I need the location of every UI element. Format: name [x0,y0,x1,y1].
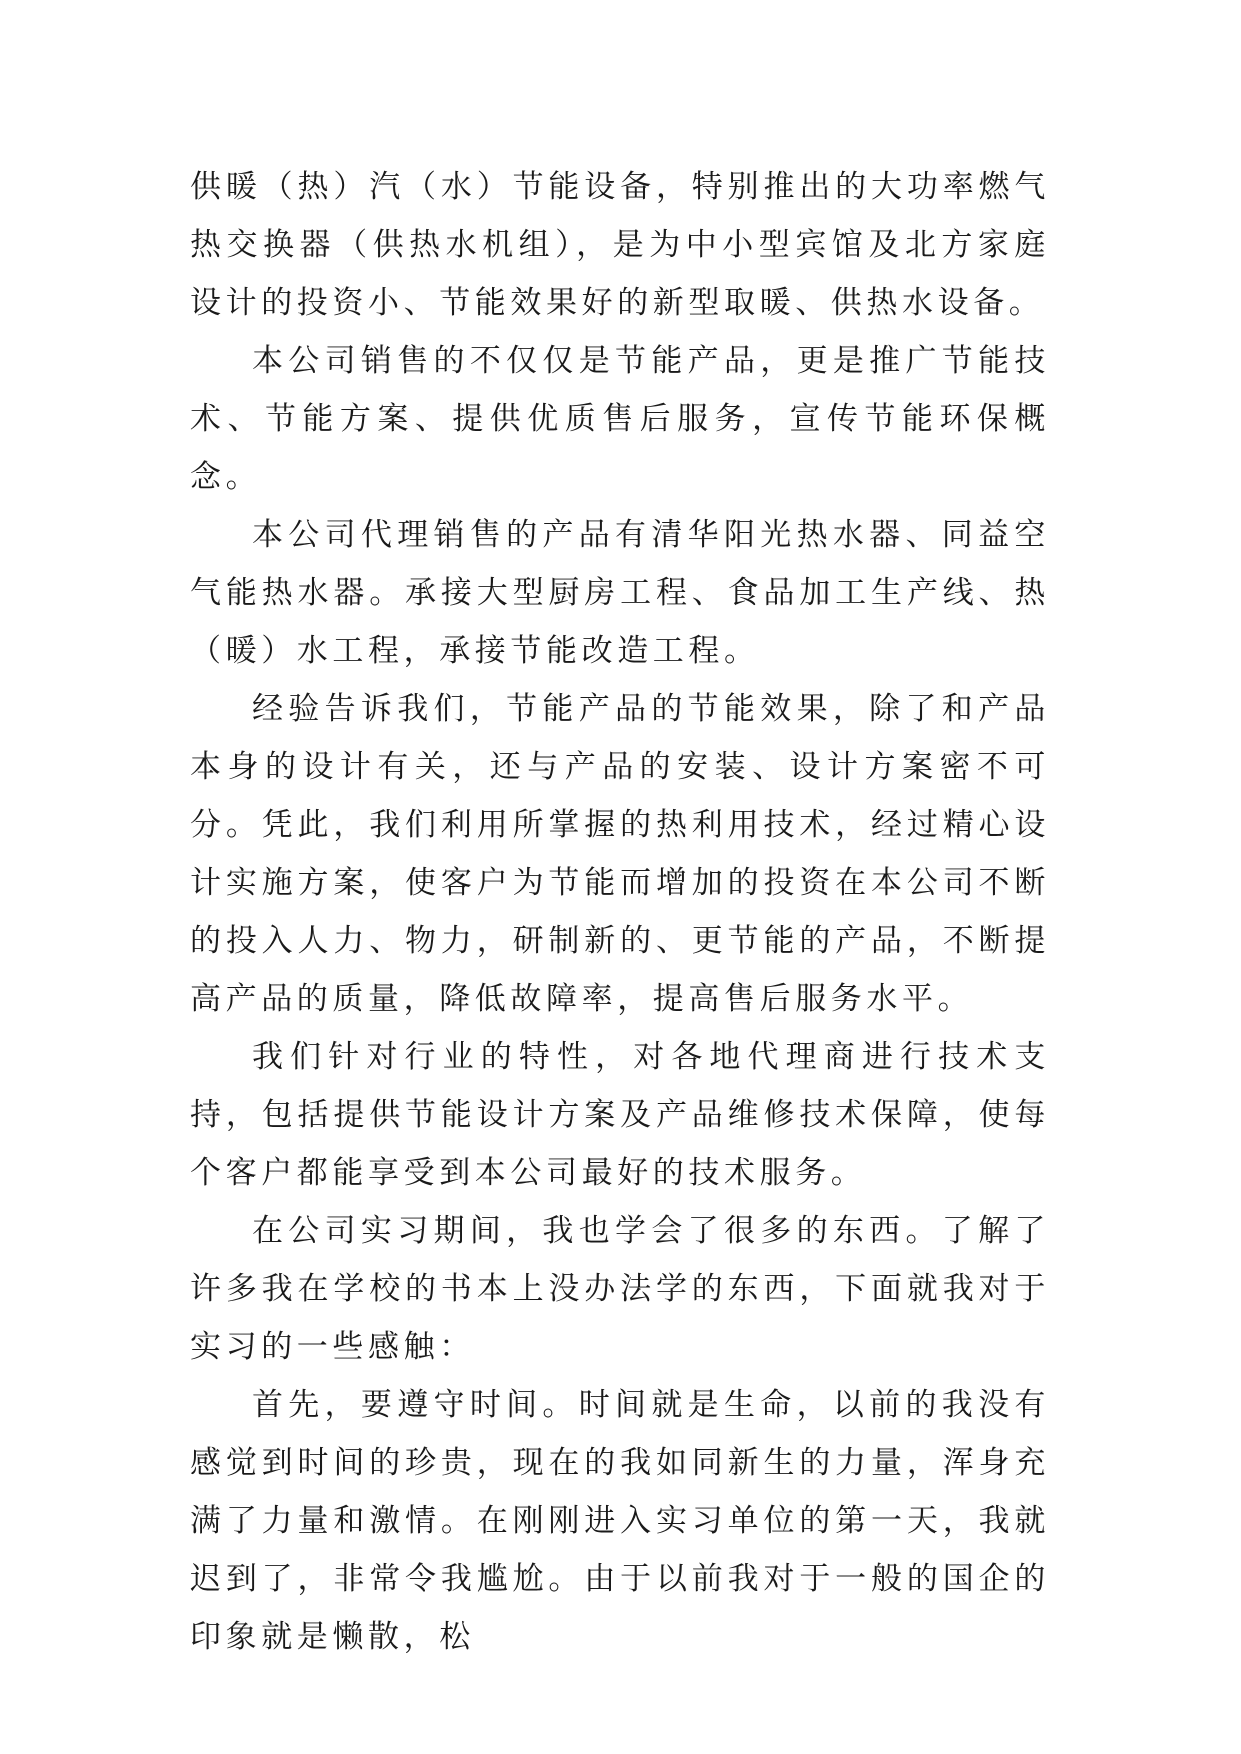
paragraph-technical-support: 我们针对行业的特性，对各地代理商进行技术支持，包括提供节能设计方案及产品维修技术保障，使每个客户都能享受到本公司最好的技术服务。 [190,1039,1050,1191]
paragraph-punctuality: 首先，要遵守时间。时间就是生命，以前的我没有感觉到时间的珍贵，现在的我如同新生的力量，浑身充满了力量和激情。在刚刚进入实习单位的第一天，我就迟到了，非常令我尴尬。由于以前我对于一般的国企的印象就是懒散，松 [190,1387,1050,1655]
paragraph-experience: 经验告诉我们，节能产品的节能效果，除了和产品本身的设计有关，还与产品的安装、设计方案密不可分。凭此，我们利用所掌握的热利用技术，经过精心设计实施方案，使客户为节能而增加的投资在本公司不断的投入人力、物力，研制新的、更节能的产品，不断提高产品的质量，降低故障率，提高售后服务水平。 [190,691,1050,1017]
paragraph-internship-intro: 在公司实习期间，我也学会了很多的东西。了解了许多我在学校的书本上没办法学的东西，下面就我对于实习的一些感触： [190,1213,1050,1365]
paragraph-sales-philosophy: 本公司销售的不仅仅是节能产品，更是推广节能技术、节能方案、提供优质售后服务，宣传节能环保概念。 [190,343,1050,495]
document-body [190,158,1050,1666]
paragraph-agency-products: 本公司代理销售的产品有清华阳光热水器、同益空气能热水器。承接大型厨房工程、食品加工生产线、热（暖）水工程，承接节能改造工程。 [190,517,1050,669]
paragraph-continuation: 供暖（热）汽（水）节能设备，特别推出的大功率燃气热交换器（供热水机组），是为中小型宾馆及北方家庭设计的投资小、节能效果好的新型取暖、供热水设备。 [190,169,1050,321]
